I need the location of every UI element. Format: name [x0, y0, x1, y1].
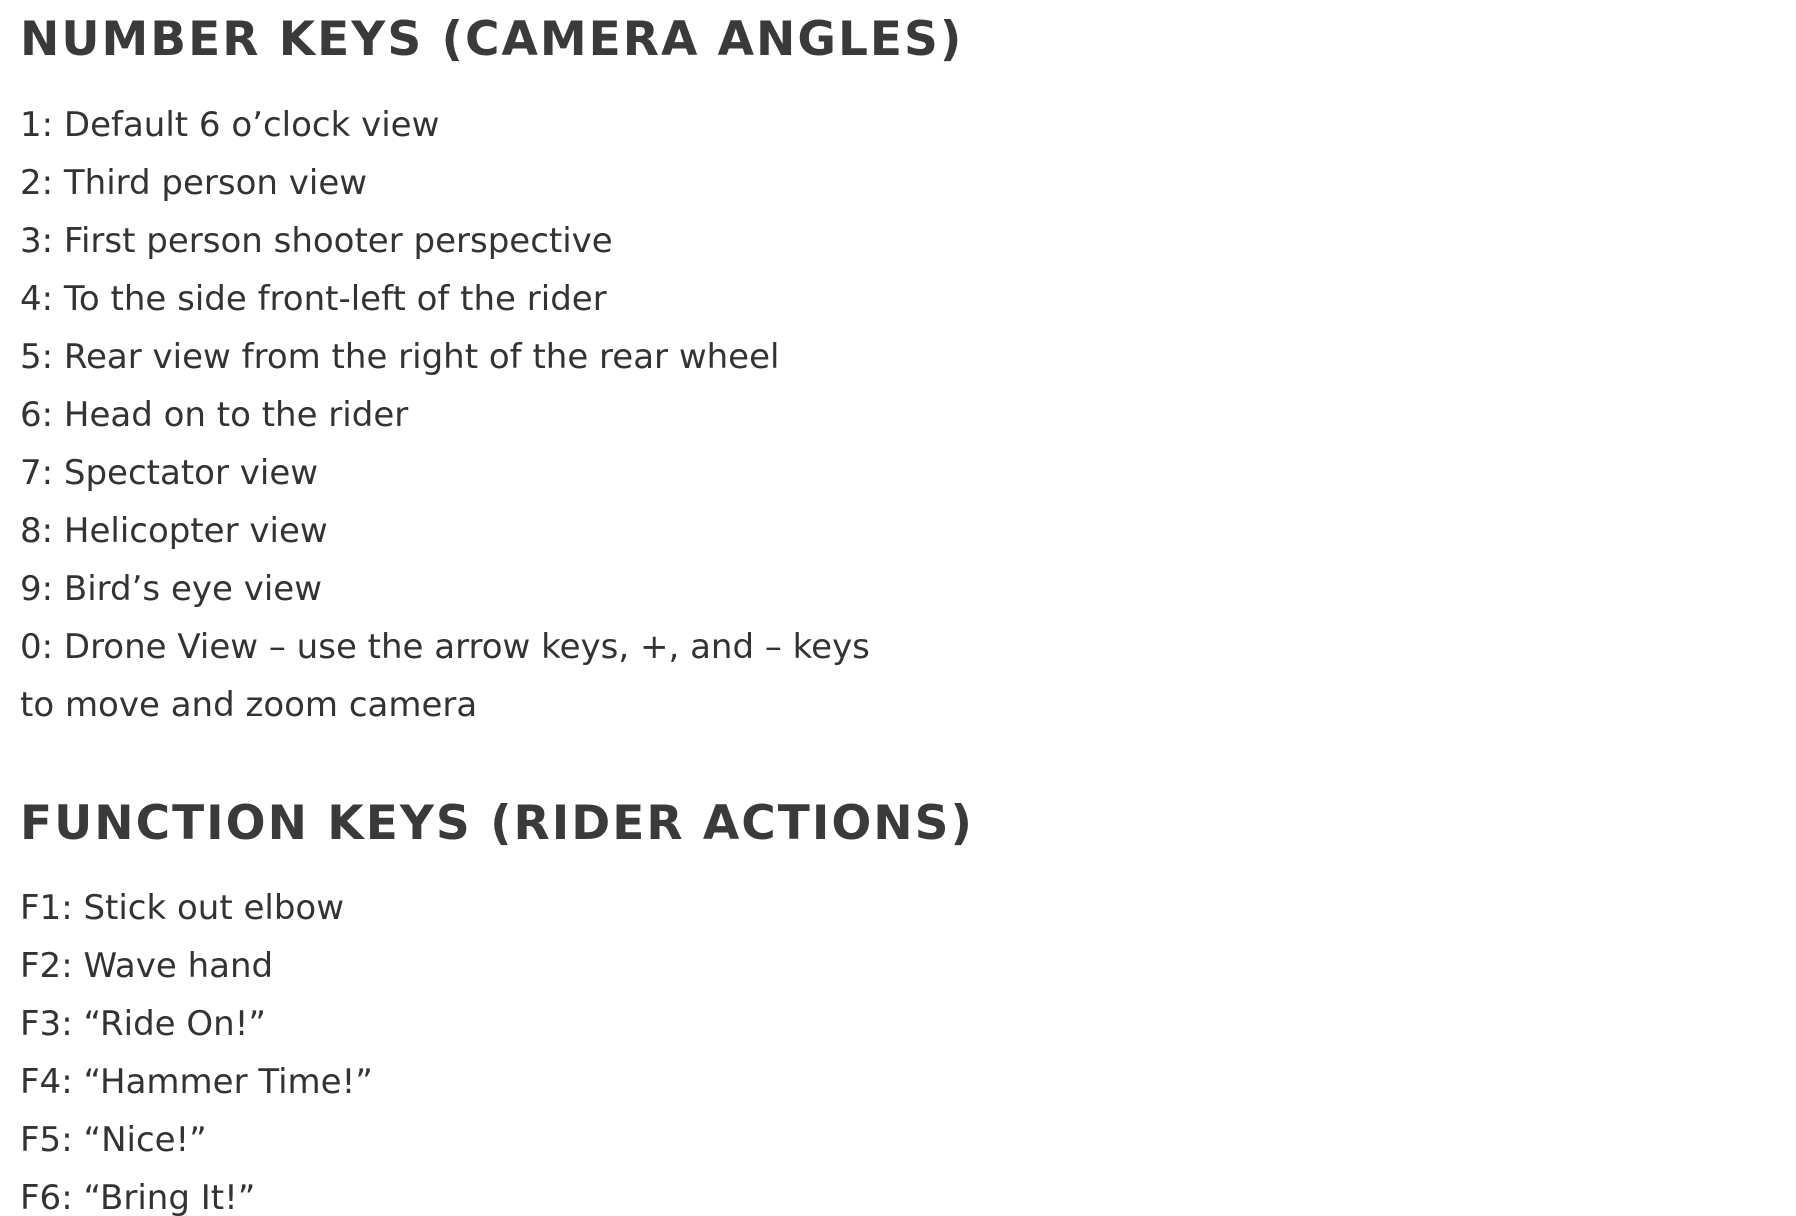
list-item: F2: Wave hand — [20, 946, 274, 986]
list-item: 9: Bird’s eye view — [20, 569, 323, 609]
list-item: 8: Helicopter view — [20, 511, 328, 551]
list-item: F1: Stick out elbow — [20, 888, 345, 928]
list-item: 0: Drone View – use the arrow keys, +, and – keys to move and zoom camera — [20, 627, 870, 725]
number-keys-list — [20, 96, 900, 734]
list-item: F4: “Hammer Time!” — [20, 1062, 373, 1102]
list-item: F3: “Ride On!” — [20, 1004, 266, 1044]
list-item: 1: Default 6 o’clock view — [20, 105, 440, 145]
number-keys-heading: NUMBER KEYS (CAMERA ANGLES) — [20, 12, 964, 67]
list-item: 7: Spectator view — [20, 453, 319, 493]
list-item: 2: Third person view — [20, 163, 368, 203]
list-item: 3: First person shooter perspective — [20, 221, 613, 261]
function-keys-list — [20, 879, 373, 1216]
list-item: 5: Rear view from the right of the rear wheel — [20, 337, 780, 377]
list-item: F5: “Nice!” — [20, 1120, 207, 1160]
list-item: F6: “Bring It!” — [20, 1178, 256, 1216]
list-item: 6: Head on to the rider — [20, 395, 409, 435]
function-keys-heading: FUNCTION KEYS (RIDER ACTIONS) — [20, 796, 974, 851]
list-item: 4: To the side front-left of the rider — [20, 279, 607, 319]
